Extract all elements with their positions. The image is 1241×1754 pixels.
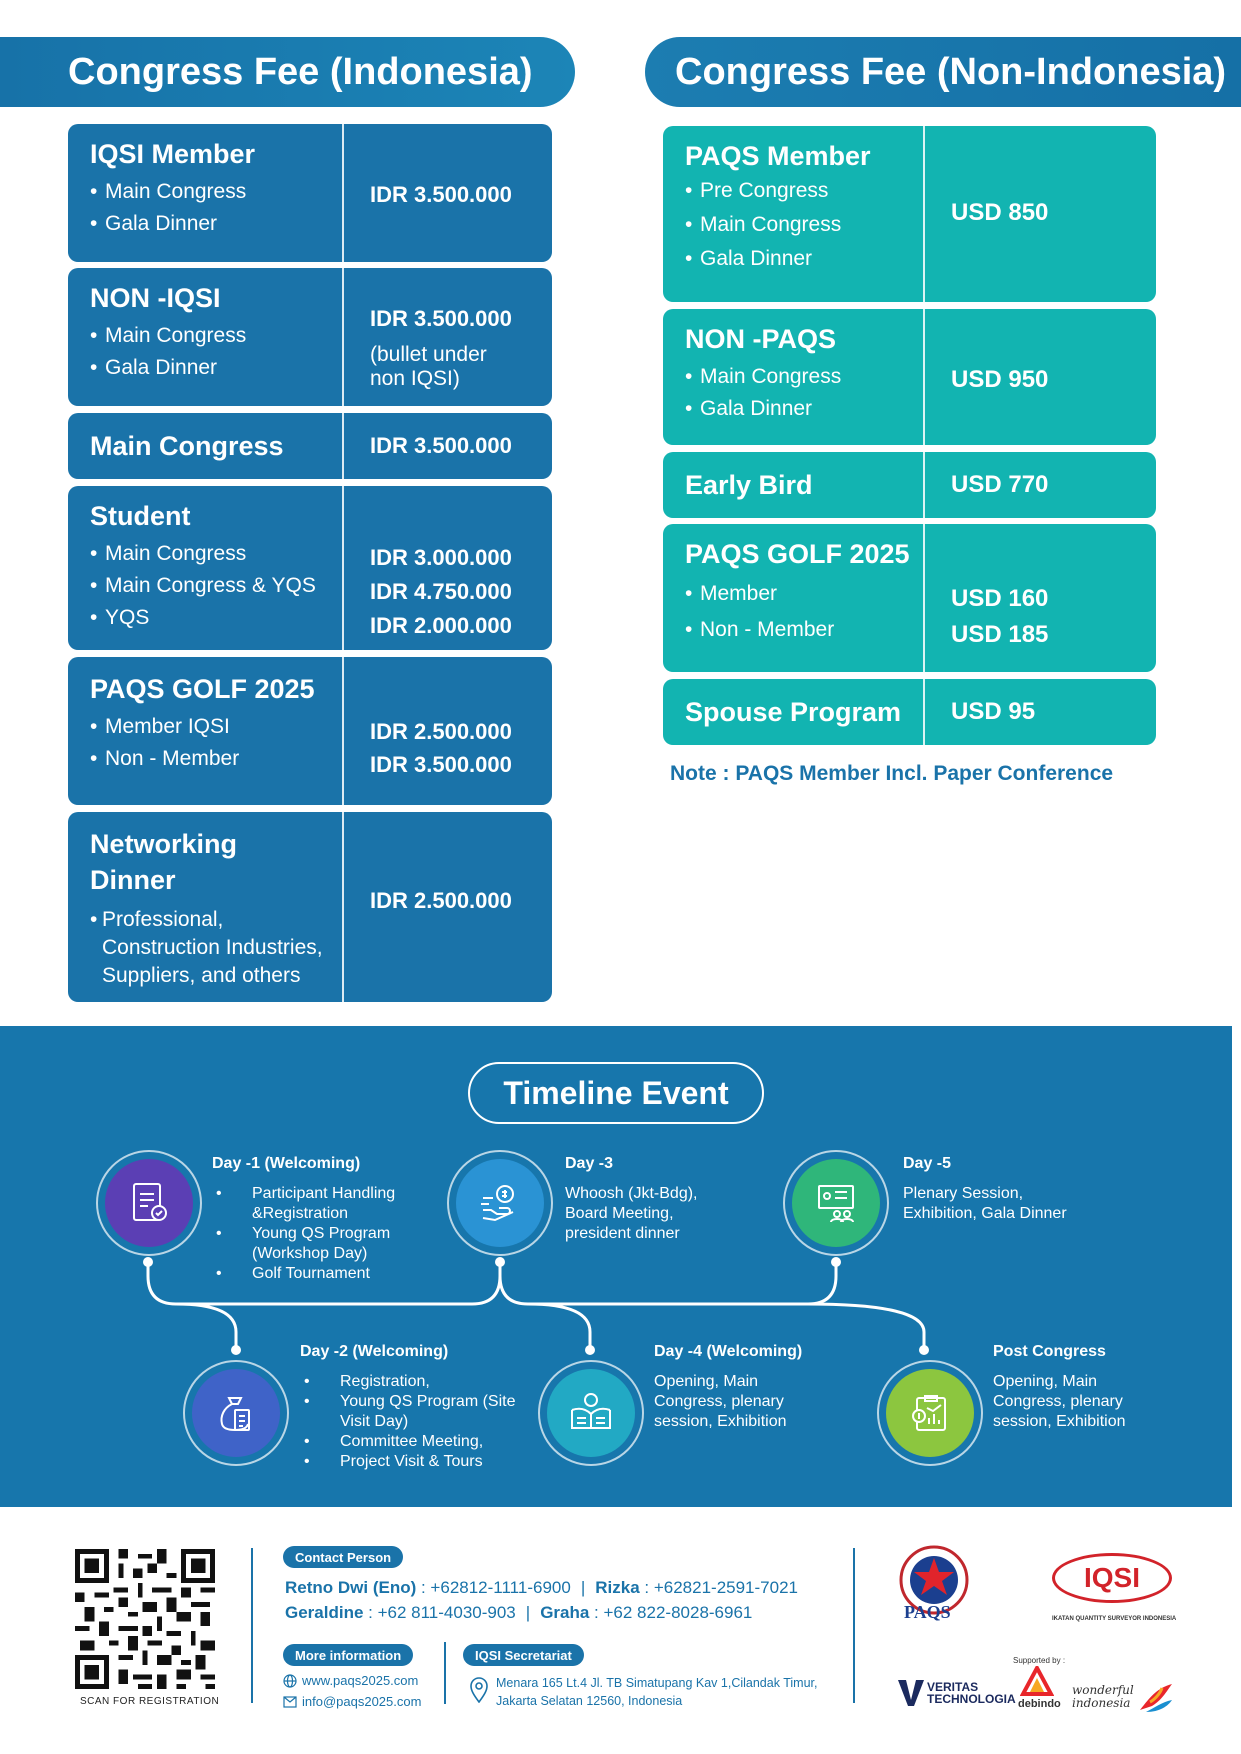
list-item: • Pre Congress bbox=[685, 174, 923, 208]
day-5-event: Day -5 Plenary Session, Exhibition, Gala Dinner bbox=[903, 1155, 1067, 1222]
price: USD 160 bbox=[951, 585, 1049, 612]
list-item: • Young QS Program (Site Visit Day) bbox=[300, 1392, 520, 1432]
list-item: • Main Congress & YQS bbox=[90, 570, 342, 602]
email-link[interactable]: info@paqs2025.com bbox=[283, 1694, 421, 1709]
phone-link[interactable]: : +62 811-4030-903 bbox=[363, 1603, 516, 1622]
price-note: (bullet under bbox=[370, 343, 487, 366]
fee-card-paqs-member bbox=[663, 126, 1156, 302]
list-item: • Golf Tournament bbox=[212, 1264, 432, 1284]
phone-link[interactable]: : +62821-2591-7021 bbox=[639, 1578, 798, 1597]
fee-card-non-paqs bbox=[663, 309, 1156, 445]
price: IDR 3.000.000 bbox=[370, 545, 512, 570]
list-item: • Main Congress bbox=[90, 320, 342, 352]
day-3-icon-ring bbox=[447, 1150, 553, 1256]
contact-line-2: Geraldine : +62 811-4030-903 | Graha : +62 822-8028-6961 bbox=[285, 1603, 753, 1622]
list-item: • Participant Handling &Registration bbox=[212, 1184, 432, 1224]
list-item: • Non - Member bbox=[90, 743, 342, 775]
fee-card-spouse-program bbox=[663, 679, 1156, 745]
list-item: • Project Visit & Tours bbox=[300, 1452, 520, 1472]
list-item: • YQS bbox=[90, 602, 342, 634]
post-congress-icon-ring bbox=[877, 1360, 983, 1466]
phone-link[interactable]: : +62 822-8028-6961 bbox=[589, 1603, 753, 1622]
iqsi-secretariat-badge: IQSI Secretariat bbox=[463, 1644, 584, 1666]
money-bag-icon bbox=[192, 1369, 280, 1457]
footer-divider bbox=[444, 1642, 446, 1704]
list-item: • Gala Dinner bbox=[90, 352, 342, 384]
card-title: Spouse Program bbox=[685, 697, 902, 727]
website-link[interactable]: www.paqs2025.com bbox=[283, 1673, 418, 1688]
price: IDR 2.000.000 bbox=[370, 613, 512, 638]
card-title: Networking bbox=[90, 829, 238, 859]
paqs-logo-text: PAQS bbox=[904, 1602, 951, 1622]
iqsi-caption: IKATAN QUANTITY SURVEYOR INDONESIA bbox=[1052, 1616, 1177, 1622]
price: IDR 2.500.000 bbox=[370, 888, 512, 913]
fee-card-networking-dinner bbox=[68, 812, 552, 1002]
footer-divider bbox=[853, 1548, 855, 1703]
list-item: • Main Congress bbox=[685, 208, 923, 242]
list-item: • Gala Dinner bbox=[90, 208, 342, 240]
day-2-icon-ring bbox=[183, 1360, 289, 1466]
card-title: IQSI Member bbox=[90, 139, 256, 169]
book-coin-icon bbox=[547, 1369, 635, 1457]
day-5-icon-ring bbox=[783, 1150, 889, 1256]
day-2-event: Day -2 (Welcoming) • Registration, • Young QS Program (Site Visit Day) • Committee Meeting, • Project Visit & Tours bbox=[300, 1342, 520, 1472]
card-title: Dinner bbox=[90, 865, 176, 895]
fee-note: Note : PAQS Member Incl. Paper Conference bbox=[670, 762, 1114, 785]
garuda-icon bbox=[1136, 1680, 1176, 1716]
card-title: Main Congress bbox=[90, 431, 284, 461]
day-4-icon-ring bbox=[538, 1360, 644, 1466]
fee-card-student bbox=[68, 486, 552, 650]
list-item: • Gala Dinner bbox=[685, 393, 923, 425]
card-title: Student bbox=[90, 501, 191, 531]
price: IDR 4.750.000 bbox=[370, 579, 512, 604]
day-3-event: Day -3 Whoosh (Jkt-Bdg), Board Meeting, president dinner bbox=[565, 1155, 698, 1242]
footer-divider bbox=[251, 1548, 253, 1703]
price: USD 770 bbox=[951, 471, 1049, 498]
day-4-event: Day -4 (Welcoming) Opening, Main Congress, plenary session, Exhibition bbox=[654, 1343, 803, 1430]
price: IDR 3.500.000 bbox=[370, 433, 512, 458]
document-money-icon bbox=[105, 1159, 193, 1247]
wonderful-indonesia-logo: wonderful indonesia bbox=[1072, 1683, 1134, 1710]
fee-card-golf-indonesia bbox=[68, 657, 552, 805]
price: USD 185 bbox=[951, 621, 1049, 648]
iqsi-logo: IQSI bbox=[1052, 1553, 1172, 1603]
price: IDR 3.500.000 bbox=[370, 306, 512, 331]
fee-card-main-congress bbox=[68, 413, 552, 479]
day-1-icon-ring bbox=[96, 1150, 202, 1256]
debindo-logo-mark bbox=[1020, 1666, 1054, 1696]
card-title: NON -IQSI bbox=[90, 283, 221, 313]
chart-board-icon bbox=[886, 1369, 974, 1457]
list-item: • Main Congress bbox=[685, 361, 923, 393]
location-pin-icon bbox=[469, 1677, 489, 1703]
price: IDR 3.500.000 bbox=[370, 182, 512, 207]
timeline-title: Timeline Event bbox=[468, 1062, 764, 1124]
card-title: PAQS Member bbox=[685, 141, 871, 171]
price: USD 950 bbox=[951, 366, 1049, 393]
fee-card-golf-non-indonesia bbox=[663, 524, 1156, 672]
card-title: PAQS GOLF 2025 bbox=[685, 539, 910, 569]
supported-by-label: Supported by : bbox=[1013, 1656, 1066, 1665]
day-1-event: Day -1 (Welcoming) • Participant Handling &Registration • Young QS Program (Workshop Day) • Golf Tournament bbox=[212, 1154, 432, 1284]
veritas-logo-text: VERITAS TECHNOLOGIA bbox=[927, 1680, 1016, 1706]
list-item: • Main Congress bbox=[90, 176, 342, 208]
list-item: • Committee Meeting, bbox=[300, 1432, 520, 1452]
list-item: • Non - Member bbox=[685, 612, 923, 648]
price: IDR 3.500.000 bbox=[370, 752, 512, 777]
card-description: • Professional, Construction Industries, Suppliers, and others bbox=[90, 908, 323, 987]
price: USD 95 bbox=[951, 698, 1036, 725]
list-item: • Main Congress bbox=[90, 538, 342, 570]
fee-card-iqsi-member bbox=[68, 124, 552, 262]
list-item: • Member bbox=[685, 576, 923, 612]
price: USD 850 bbox=[951, 199, 1049, 226]
fee-card-non-iqsi bbox=[68, 268, 552, 406]
fee-card-early-bird bbox=[663, 452, 1156, 518]
card-title: Early Bird bbox=[685, 470, 813, 500]
price-note: non IQSI) bbox=[370, 367, 460, 390]
list-item: • Gala Dinner bbox=[685, 242, 923, 276]
post-congress-event: Post Congress Opening, Main Congress, plenary session, Exhibition bbox=[993, 1343, 1126, 1430]
presentation-icon bbox=[792, 1159, 880, 1247]
debindo-logo-text: debindo bbox=[1018, 1698, 1061, 1710]
list-item: • Member IQSI bbox=[90, 711, 342, 743]
secretariat-address: Menara 165 Lt.4 Jl. TB Simatupang Kav 1,Cilandak Timur, Jakarta Selatan 12560, Indonesia bbox=[496, 1676, 818, 1708]
veritas-logo-mark bbox=[896, 1678, 926, 1708]
timeline-section bbox=[0, 1026, 1232, 1507]
price: IDR 2.500.000 bbox=[370, 719, 512, 744]
more-information-badge: More information bbox=[283, 1644, 413, 1666]
header-non-indonesia: Congress Fee (Non-Indonesia) bbox=[645, 37, 1241, 107]
registration-qr-code[interactable] bbox=[75, 1549, 215, 1689]
phone-link[interactable]: : +62812-1111-6900 bbox=[416, 1578, 571, 1597]
contact-person-badge: Contact Person bbox=[283, 1546, 403, 1568]
hand-coin-icon bbox=[456, 1159, 544, 1247]
list-item: • Young QS Program (Workshop Day) bbox=[212, 1224, 432, 1264]
card-title: PAQS GOLF 2025 bbox=[90, 674, 315, 704]
card-title: NON -PAQS bbox=[685, 324, 837, 354]
globe-icon bbox=[283, 1674, 297, 1688]
qr-label: SCAN FOR REGISTRATION bbox=[80, 1696, 220, 1707]
header-indonesia: Congress Fee (Indonesia) bbox=[0, 37, 575, 107]
mail-icon bbox=[283, 1696, 297, 1708]
contact-line-1: Retno Dwi (Eno) : +62812-1111-6900 | Rizka : +62821-2591-7021 bbox=[285, 1578, 798, 1597]
list-item: • Registration, bbox=[300, 1372, 520, 1392]
